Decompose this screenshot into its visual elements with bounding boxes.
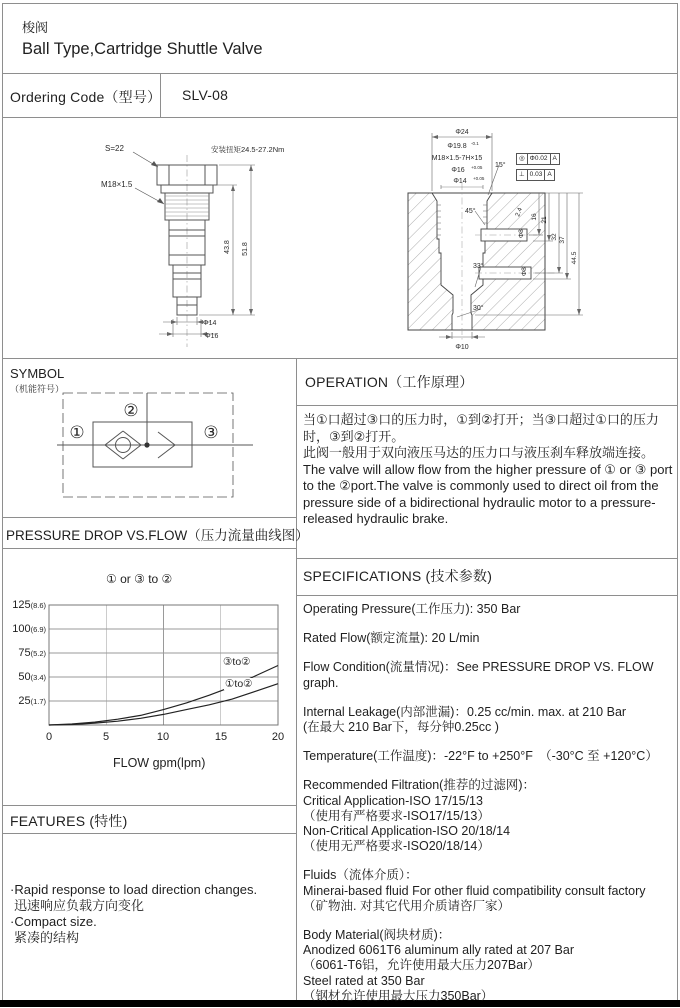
dim-label-d24: Φ24 [455,129,469,136]
feature-line: 迅速响应负载方向变化 [14,898,145,913]
perpendicularity-icon: ⊥ [517,170,528,180]
dim-label-d14: Φ14 [203,320,217,327]
curve-label-3-to-2: ③to② [223,656,251,668]
divider [2,3,678,4]
operation-heading: OPERATION（工作原理） [305,374,474,390]
spec-item: Temperature(工作温度)：-22°F to +250°F （-30°C 至 +120°C） [303,749,658,764]
y-tick: 50(3.4) [18,671,46,683]
pressure-drop-heading: PRESSURE DROP VS.FLOW（压力流量曲线图） [6,528,309,543]
depth-label-21: 21 [541,216,548,224]
cartridge-side-view-drawing [95,125,295,357]
dim-label-s22: S=22 [105,144,124,153]
page-title-zh: 梭阀 [22,20,49,35]
operation-zh-2: 此阀一般用于双向液压马达的压力口与液压刹车释放端连接。 [303,445,655,460]
divider [677,3,678,1001]
dim-label-d16: Φ16 [451,167,465,174]
gtol-perpendicularity-frame [516,169,555,181]
symbol-heading: SYMBOL [10,366,65,381]
spec-item: Fluids（流体介质）： Minerai-based fluid For other fluid compatibility consult factory （矿物油. 对其它代用介质请咨厂家） [303,868,646,913]
divider [2,548,296,549]
angle-label-30: 30° [473,305,484,312]
chart-title: ① or ③ to ② [106,572,173,586]
x-tick: 0 [45,731,53,743]
pressure-drop-chart [0,550,296,807]
feature-line: ·Rapid response to load direction changes. [10,882,258,897]
operation-en: The valve will allow flow from the higher pressure of ① or ③ port to the ②port.The valve is commonly used to direct oil from the pressure side of a bidirectional hydraulic motor to a pressure-released hydraulic brake. [303,461,673,526]
port-1-label: ① [69,423,85,442]
divider [2,73,678,74]
y-tick: 125(8.6) [12,599,46,611]
x-axis-label: FLOW gpm(lpm) [113,756,206,770]
ordering-code-value: SLV-08 [182,87,229,103]
specifications-list [303,602,677,1008]
page-title-en: Ball Type,Cartridge Shuttle Valve [22,40,263,58]
divider [296,405,678,406]
divider [2,833,296,834]
port-2-label: ② [123,401,139,420]
spec-item: Rated Flow(额定流量): 20 L/min [303,631,480,646]
gtol-concentricity-frame [516,153,560,165]
depth-label-32: 32 [551,233,558,241]
operation-text [303,412,675,528]
dim-label-51-8: 51.8 [242,242,249,256]
gtol-datum: A [552,155,557,162]
concentricity-icon: ◎ [517,154,528,164]
symbol-subheading: （机能符号） [10,384,65,394]
divider [296,358,297,1000]
angle-label-33: 33° [473,263,484,270]
dim-label-m18: M18×1.5 [101,180,133,189]
divider [296,595,678,596]
hydraulic-symbol [55,385,255,510]
depth-label-44-5: 44.5 [571,251,578,265]
tol-label-d14: +0.05 [473,176,485,181]
tol-label-d19-8: -0.1 [471,141,479,146]
divider [2,3,3,1001]
angle-label-45: 45° [465,208,476,215]
x-tick: 10 [156,731,170,743]
depth-label-16: 16 [531,213,538,221]
dim-label-d19-8: Φ19.8 [447,143,467,150]
x-tick: 15 [214,731,228,743]
x-tick: 5 [102,731,110,743]
dim-label-d8-lower: Φ8 [521,267,528,276]
divider [2,517,296,518]
x-tick: 20 [271,731,285,743]
spec-item: Body Material(阀块材质)： Anodized 6061T6 aluminum ally rated at 207 Bar （6061-T6铝，允许使用最大压力207Bar） Steel rated at 350 Bar （钢材允许使用最大压力350Bar） [303,928,574,1003]
dim-label-43-8: 43.8 [224,240,231,254]
spec-item: Internal Leakage(内部泄漏)：0.25 cc/min. max. at 210 Bar (在最大 210 Bar下，每分钟0.25cc ) [303,704,627,735]
gtol-datum: A [547,171,552,178]
spec-item: Recommended Filtration(推荐的过滤网)： Critical Application-ISO 17/15/13 （使用有严格要求-ISO17/15/13） Non-Critical Application-ISO 20/18/14 （使用无严格要求-ISO20/18/14） [303,778,535,854]
angle-label-15: 15° [495,162,506,169]
features-heading: FEATURES (特性) [10,813,128,829]
dim-label-d10: Φ10 [455,344,469,351]
gtol-value: 0.03 [528,170,546,180]
dim-label-d8-upper: Φ8 [518,229,525,238]
divider [2,117,678,118]
spec-item: Flow Condition(流量情况)：See PRESSURE DROP VS. FLOW graph. [303,660,654,690]
divider [296,558,678,559]
dim-label-2-4: 2.4 [514,206,524,218]
tol-label-d16: +0.05 [471,165,483,170]
port-3-label: ③ [203,423,219,442]
y-tick: 100(6.9) [12,623,46,635]
feature-line: 紧凑的结构 [14,930,80,945]
torque-note: 安装扭矩24.5-27.2Nm [211,145,285,154]
features-list [10,882,290,946]
spec-item: Operating Pressure(工作压力): 350 Bar [303,602,521,616]
thread-spec-label: M18×1.5-7H×15 [431,155,483,162]
dim-label-d14: Φ14 [453,178,467,185]
feature-line: ·Compact size. [10,914,97,929]
gtol-value: Φ0.02 [528,154,551,164]
depth-label-37: 37 [559,236,566,244]
dim-label-d16: Φ16 [205,333,219,340]
y-tick: 25(1.7) [18,695,46,707]
curve-label-1-to-2: ①to② [225,678,253,690]
specifications-heading: SPECIFICATIONS (技术参数) [303,568,493,584]
y-tick: 75(5.2) [18,647,46,659]
ordering-code-label: Ordering Code（型号） [10,89,162,105]
operation-zh-1: 当①口超过③口的压力时，①到②打开；当③口超过①口的压力时，③到②打开。 [303,412,659,444]
